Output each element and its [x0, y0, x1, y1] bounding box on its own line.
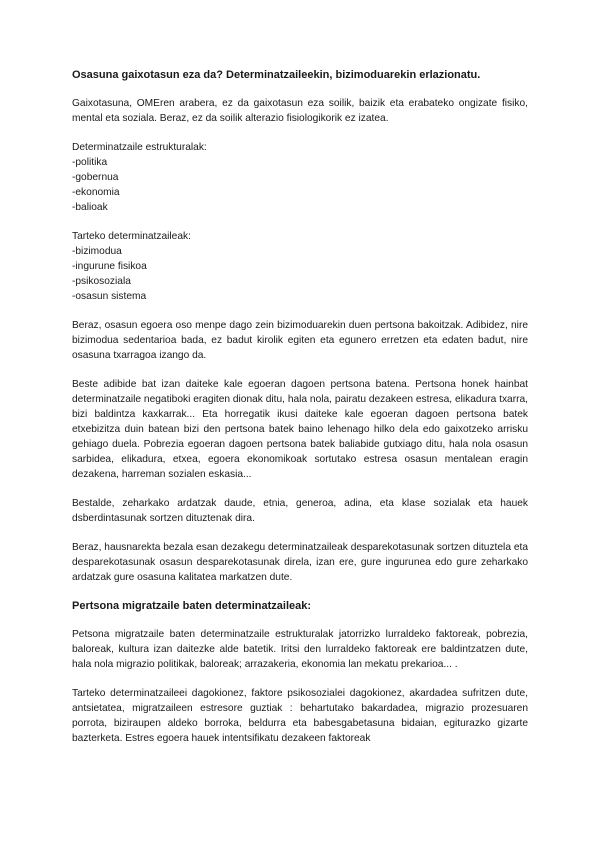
intermediate-heading: Tarteko determinatzaileak: [72, 231, 191, 242]
list-item: -ekonomia [72, 187, 120, 198]
list-item: -politika [72, 157, 108, 168]
paragraph-migrant-structural: Petsona migratzaile baten determinatzaile estrukturalak jatorrizko lurraldeko faktoreak, pobrezia, baloreak, kultura izan daitezke alde batetik. Iritsi den lurraldeko faktoreak ere baldintzatzen dute, hala nola migrazio politikak, baloreak; arrazakeria, ekonomia lan mekatu prekarioa... . [72, 629, 528, 670]
paragraph-homeless-example: Beste adibide bat izan daiteke kale egoeran dagoen pertsona batena. Pertsona honek hainbat determinatzaile negatiboki eragiten dionak ditu, hala nola, pairatu dezakeen estresa, elikadura txarra, bizi baldintza kaxkarrak... Eta horregatik ikusi daiteke kale egoeran dagoen pertsona batek etxebizitza duin batean bizi den pertsona batek baino lehenago hilko dela edo gaixotzeko arrisku gehiago duela. Pobrezia egoeran dagoen pertsona batek baliabide gutxiago ditu, hala nola osasun sarbidea, elikadura, etxea, egoera ekonomikoak sortutako estresa osasun mentalean eragin dezakena, harreman sozialen eskasia... [72, 379, 528, 480]
paragraph-conclusion: Beraz, hausnarekta bezala esan dezakegu determinatzaileak desparekotasunak sortzen dituztela eta desparekotasunak osasun desparekotasunak direla, izan ere, gure ingurunea edo gure zeharkako ardatzak gure osasuna kalitatea markatzen dute. [72, 542, 528, 583]
list-item: -osasun sistema [72, 291, 147, 302]
list-item: -psikosoziala [72, 276, 131, 287]
paragraph-cross-axes: Bestalde, zeharkako ardatzak daude, etnia, generoa, adina, eta klase sozialak eta hauek dsberdintasunak sortzen dituztenak dira. [72, 498, 528, 524]
section-subtitle: Pertsona migratzaile baten determinatzaileak: [72, 600, 312, 612]
list-item: -gobernua [72, 172, 119, 183]
list-item: -balioak [72, 202, 108, 213]
paragraph-definition: Gaixotasuna, OMEren arabera, ez da gaixotasun eza soilik, baizik eta erabateko ongizate fisiko, mental eta soziala. Beraz, ez da soilik alterazio fisiologikorik ez izatea. [72, 98, 528, 124]
structural-heading: Determinatzaile estrukturalak: [72, 142, 207, 153]
list-item: -ingurune fisikoa [72, 261, 147, 272]
paragraph-lifestyle: Beraz, osasun egoera oso menpe dago zein bizimoduarekin duen pertsona bakoitzak. Adibidez, nire bizimodua sedentarioa bada, ez badut kirolik egiten eta egunero erretzen eta edaten badut, nire osasuna txarragoa izango da. [72, 320, 528, 361]
list-item: -bizimodua [72, 246, 122, 257]
document-page [72, 68, 528, 746]
document-title: Osasuna gaixotasun eza da? Determinatzaileekin, bizimoduarekin erlazionatu. [72, 69, 481, 81]
paragraph-migrant-intermediate: Tarteko determinatzaileei dagokionez, faktore psikosozialei dagokionez, akardadea sufritzen dute, antsietatea, migratzaileen estresore guztiak : behartutako bakardadea, migrazio prozesuaren porrota, biziraupen aldeko borroka, beldurra eta babesgabetasuna bidaian, egiturazko gizarte bazterketa. Estres egoera hauek intentsifikatu dezakeen faktoreak [72, 688, 528, 744]
